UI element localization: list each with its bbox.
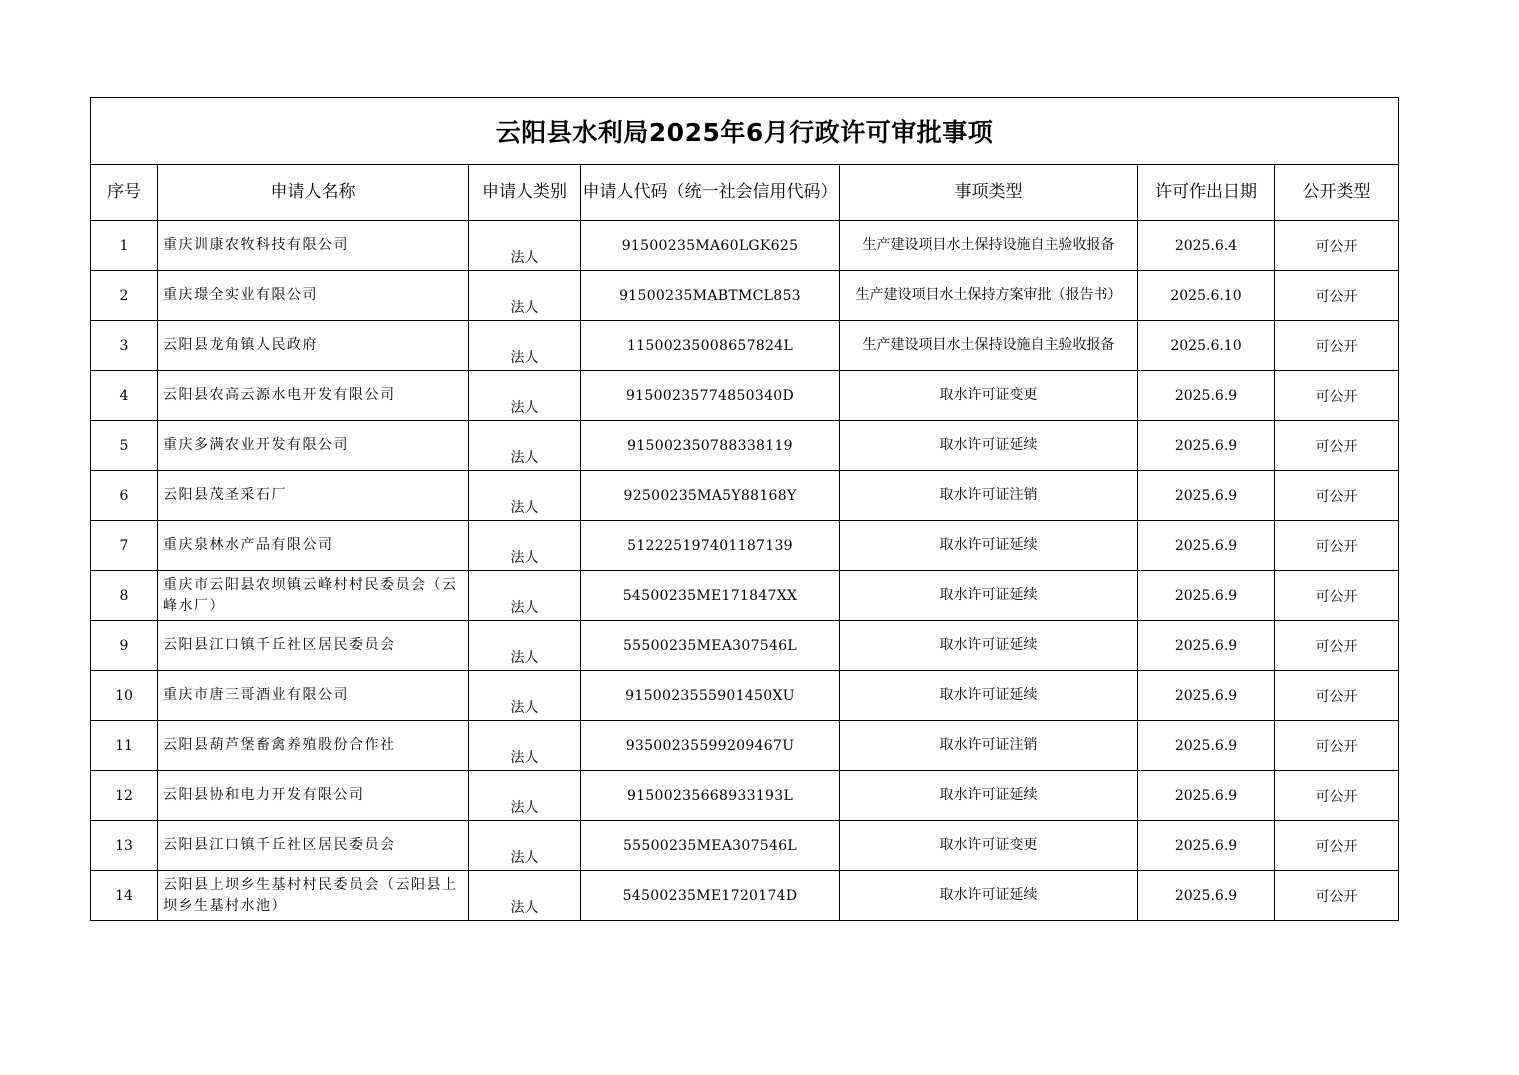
- header-code: 申请人代码（统一社会信用代码）: [581, 165, 840, 221]
- permit-table: [90, 97, 1399, 921]
- applicant-name: 云阳县葫芦堡畜禽养殖股份合作社: [158, 721, 469, 771]
- header-name: 申请人名称: [158, 165, 469, 221]
- header-category: 申请人类别: [469, 165, 581, 221]
- applicant-name: 云阳县江口镇千丘社区居民委员会: [158, 621, 469, 671]
- row-number: 10: [91, 671, 158, 721]
- applicant-category-label: 法人: [510, 400, 539, 416]
- public-type: 可公开: [1275, 671, 1399, 721]
- public-type: 可公开: [1275, 621, 1399, 671]
- row-number: 9: [91, 621, 158, 671]
- row-number: 11: [91, 721, 158, 771]
- applicant-name: 重庆多满农业开发有限公司: [158, 421, 469, 471]
- table-row: [91, 821, 1399, 871]
- table-row: [91, 271, 1399, 321]
- item-type: 取水许可证延续: [840, 771, 1138, 821]
- table-row: [91, 871, 1399, 921]
- item-type: 取水许可证延续: [840, 671, 1138, 721]
- credit-code: 92500235MA5Y88168Y: [581, 471, 840, 521]
- row-number: 13: [91, 821, 158, 871]
- credit-code: 91500235MABTMCL853: [581, 271, 840, 321]
- credit-code: 91500235MA60LGK625: [581, 221, 840, 271]
- applicant-name: 云阳县农高云源水电开发有限公司: [158, 371, 469, 421]
- applicant-category: [469, 521, 581, 571]
- applicant-category-label: 法人: [510, 450, 539, 466]
- applicant-category: [469, 421, 581, 471]
- permit-date: 2025.6.9: [1138, 421, 1275, 471]
- public-type: 可公开: [1275, 371, 1399, 421]
- credit-code: 91500235668933193L: [581, 771, 840, 821]
- public-type: 可公开: [1275, 821, 1399, 871]
- item-type: 取水许可证变更: [840, 371, 1138, 421]
- document-sheet: [90, 97, 1398, 921]
- applicant-name: 云阳县协和电力开发有限公司: [158, 771, 469, 821]
- item-type: 取水许可证变更: [840, 821, 1138, 871]
- applicant-category-label: 法人: [510, 800, 539, 816]
- permit-date: 2025.6.9: [1138, 571, 1275, 621]
- row-number: 7: [91, 521, 158, 571]
- applicant-category-label: 法人: [510, 700, 539, 716]
- credit-code: 55500235MEA307546L: [581, 621, 840, 671]
- item-type: 取水许可证延续: [840, 871, 1138, 921]
- applicant-category-label: 法人: [510, 250, 539, 266]
- item-type: 取水许可证延续: [840, 571, 1138, 621]
- applicant-category-label: 法人: [510, 550, 539, 566]
- row-number: 8: [91, 571, 158, 621]
- public-type: 可公开: [1275, 271, 1399, 321]
- applicant-category-label: 法人: [510, 750, 539, 766]
- applicant-name: 云阳县龙角镇人民政府: [158, 321, 469, 371]
- table-row: [91, 421, 1399, 471]
- credit-code: 512225197401187139: [581, 521, 840, 571]
- permit-date: 2025.6.9: [1138, 721, 1275, 771]
- table-row: [91, 571, 1399, 621]
- row-number: 3: [91, 321, 158, 371]
- applicant-category: [469, 721, 581, 771]
- public-type: 可公开: [1275, 521, 1399, 571]
- table-row: [91, 521, 1399, 571]
- permit-date: 2025.6.9: [1138, 471, 1275, 521]
- table-row: [91, 621, 1399, 671]
- item-type: 取水许可证注销: [840, 471, 1138, 521]
- credit-code: 93500235599209467U: [581, 721, 840, 771]
- item-type: 生产建设项目水土保持方案审批（报告书）: [840, 271, 1138, 321]
- header-public-type: 公开类型: [1275, 165, 1399, 221]
- row-number: 2: [91, 271, 158, 321]
- applicant-category: [469, 621, 581, 671]
- permit-date: 2025.6.10: [1138, 271, 1275, 321]
- public-type: 可公开: [1275, 471, 1399, 521]
- applicant-name: 重庆市唐三哥酒业有限公司: [158, 671, 469, 721]
- table-row: [91, 771, 1399, 821]
- credit-code: 9150023555901450XU: [581, 671, 840, 721]
- permit-date: 2025.6.9: [1138, 671, 1275, 721]
- item-type: 取水许可证延续: [840, 521, 1138, 571]
- table-row: [91, 671, 1399, 721]
- table-row: [91, 221, 1399, 271]
- permit-date: 2025.6.4: [1138, 221, 1275, 271]
- applicant-name: 云阳县江口镇千丘社区居民委员会: [158, 821, 469, 871]
- public-type: 可公开: [1275, 221, 1399, 271]
- item-type: 生产建设项目水土保持设施自主验收报备: [840, 221, 1138, 271]
- applicant-category-label: 法人: [510, 350, 539, 366]
- item-type: 取水许可证延续: [840, 421, 1138, 471]
- item-type: 取水许可证注销: [840, 721, 1138, 771]
- applicant-category-label: 法人: [510, 650, 539, 666]
- applicant-category-label: 法人: [510, 900, 539, 916]
- table-row: [91, 371, 1399, 421]
- applicant-category-label: 法人: [510, 300, 539, 316]
- permit-date: 2025.6.9: [1138, 371, 1275, 421]
- table-row: [91, 321, 1399, 371]
- row-number: 1: [91, 221, 158, 271]
- row-number: 4: [91, 371, 158, 421]
- public-type: 可公开: [1275, 571, 1399, 621]
- applicant-category-label: 法人: [510, 850, 539, 866]
- table-row: [91, 471, 1399, 521]
- applicant-name: 云阳县茂圣采石厂: [158, 471, 469, 521]
- permit-date: 2025.6.9: [1138, 621, 1275, 671]
- applicant-name: 云阳县上坝乡生基村村民委员会（云阳县上坝乡生基村水池）: [158, 871, 469, 921]
- permit-date: 2025.6.10: [1138, 321, 1275, 371]
- applicant-name: 重庆泉林水产品有限公司: [158, 521, 469, 571]
- permit-date: 2025.6.9: [1138, 521, 1275, 571]
- page-title: 云阳县水利局2025年6月行政许可审批事项: [91, 98, 1399, 165]
- applicant-category: [469, 321, 581, 371]
- item-type: 取水许可证延续: [840, 621, 1138, 671]
- public-type: 可公开: [1275, 771, 1399, 821]
- row-number: 6: [91, 471, 158, 521]
- permit-date: 2025.6.9: [1138, 821, 1275, 871]
- applicant-category: [469, 821, 581, 871]
- credit-code: 55500235MEA307546L: [581, 821, 840, 871]
- applicant-name: 重庆训康农牧科技有限公司: [158, 221, 469, 271]
- public-type: 可公开: [1275, 421, 1399, 471]
- public-type: 可公开: [1275, 721, 1399, 771]
- applicant-category: [469, 271, 581, 321]
- applicant-category: [469, 471, 581, 521]
- applicant-category-label: 法人: [510, 500, 539, 516]
- applicant-name: 重庆璟全实业有限公司: [158, 271, 469, 321]
- header-date: 许可作出日期: [1138, 165, 1275, 221]
- applicant-category: [469, 371, 581, 421]
- header-item-type: 事项类型: [840, 165, 1138, 221]
- permit-date: 2025.6.9: [1138, 871, 1275, 921]
- header-no: 序号: [91, 165, 158, 221]
- applicant-category-label: 法人: [510, 600, 539, 616]
- applicant-name: 重庆市云阳县农坝镇云峰村村民委员会（云峰水厂）: [158, 571, 469, 621]
- applicant-category: [469, 221, 581, 271]
- applicant-category: [469, 571, 581, 621]
- credit-code: 915002350788338119: [581, 421, 840, 471]
- table-row: [91, 721, 1399, 771]
- applicant-category: [469, 671, 581, 721]
- permit-date: 2025.6.9: [1138, 771, 1275, 821]
- credit-code: 91500235774850340D: [581, 371, 840, 421]
- public-type: 可公开: [1275, 321, 1399, 371]
- row-number: 5: [91, 421, 158, 471]
- public-type: 可公开: [1275, 871, 1399, 921]
- row-number: 14: [91, 871, 158, 921]
- header-row: [91, 165, 1399, 221]
- row-number: 12: [91, 771, 158, 821]
- credit-code: 11500235008657824L: [581, 321, 840, 371]
- applicant-category: [469, 871, 581, 921]
- item-type: 生产建设项目水土保持设施自主验收报备: [840, 321, 1138, 371]
- credit-code: 54500235ME1720174D: [581, 871, 840, 921]
- applicant-category: [469, 771, 581, 821]
- credit-code: 54500235ME171847XX: [581, 571, 840, 621]
